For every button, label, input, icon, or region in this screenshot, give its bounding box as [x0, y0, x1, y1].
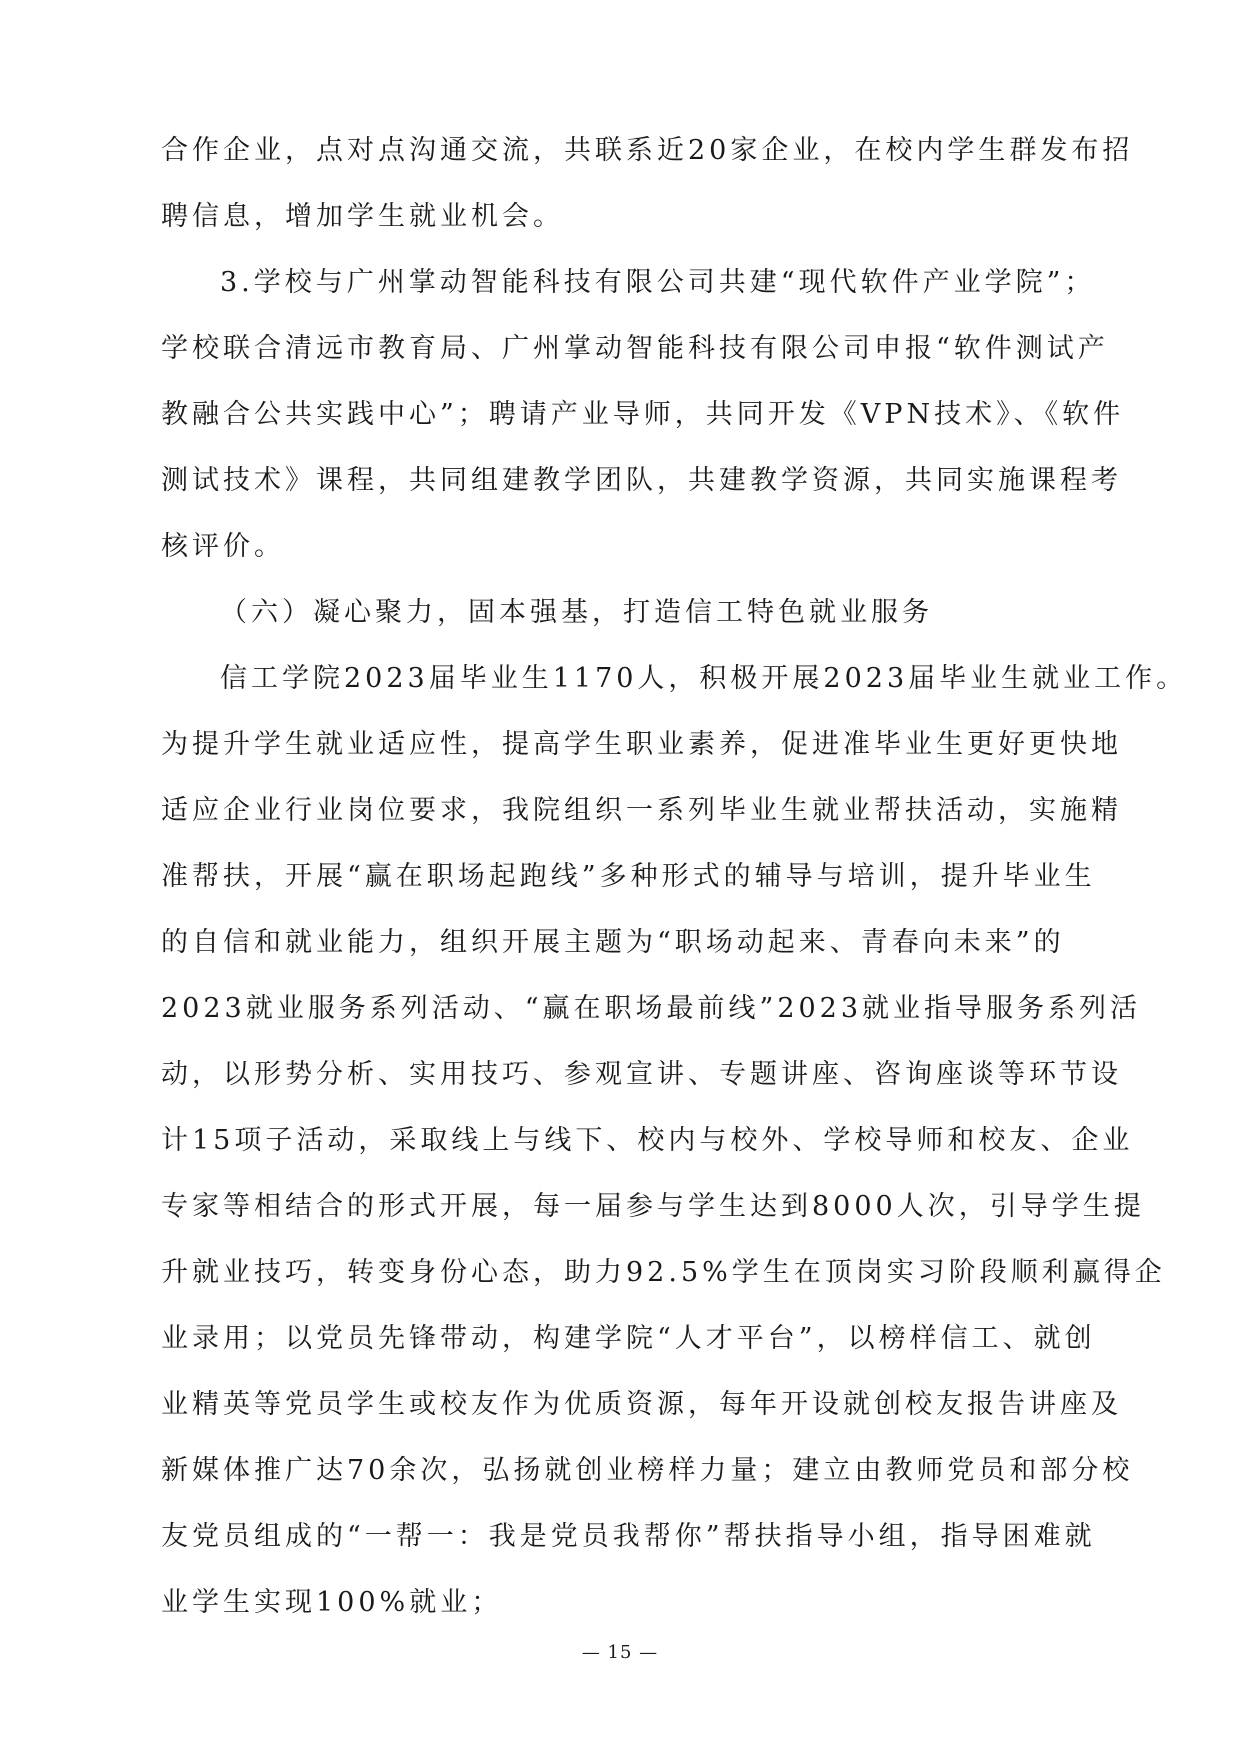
text-line: 准帮扶，开展“赢在职场起跑线”多种形式的辅导与培训，提升毕业生: [161, 861, 1096, 892]
text-line: 计15项子活动，采取线上与线下、校内与校外、学校导师和校友、企业: [161, 1125, 1134, 1156]
text-line: 聘信息，增加学生就业机会。: [161, 201, 564, 232]
text-line: 动，以形势分析、实用技巧、参观宣讲、专题讲座、咨询座谈等环节设: [161, 1059, 1122, 1090]
text-line: 2023就业服务系列活动、“赢在职场最前线”2023就业指导服务系列活: [161, 993, 1142, 1024]
page-number: — 15 —: [581, 1642, 659, 1663]
text-line: 业录用；以党员先锋带动，构建学院“人才平台”，以榜样信工、就创: [161, 1323, 1096, 1354]
text-line: 核评价。: [161, 531, 285, 562]
text-line: 的自信和就业能力，组织开展主题为“职场动起来、青春向未来”的: [161, 927, 1065, 958]
text-line: 友党员组成的“一帮一：我是党员我帮你”帮扶指导小组，指导困难就: [161, 1521, 1096, 1552]
text-line: 合作企业，点对点沟通交流，共联系近20家企业，在校内学生群发布招: [161, 135, 1134, 166]
text-line: 适应企业行业岗位要求，我院组织一系列毕业生就业帮扶活动，实施精: [161, 795, 1122, 826]
text-line: 学校联合清远市教育局、广州掌动智能科技有限公司申报“软件测试产: [161, 333, 1109, 364]
paragraph-start-line: 3.学校与广州掌动智能科技有限公司共建“现代软件产业学院”；: [220, 267, 1096, 298]
text-line: 为提升学生就业适应性，提高学生职业素养，促进准毕业生更好更快地: [161, 729, 1122, 760]
section-heading: （六）凝心聚力，固本强基，打造信工特色就业服务: [220, 597, 933, 628]
text-line: 业精英等党员学生或校友作为优质资源，每年开设就创校友报告讲座及: [161, 1389, 1122, 1420]
text-line: 新媒体推广达70余次，弘扬就创业榜样力量；建立由教师党员和部分校: [161, 1455, 1134, 1486]
text-line: 测试技术》课程，共同组建教学团队，共建教学资源，共同实施课程考: [161, 465, 1122, 496]
text-line: 业学生实现100%就业；: [161, 1587, 503, 1618]
paragraph-start-line: 信工学院2023届毕业生1170人，积极开展2023届毕业生就业工作。: [220, 663, 1188, 694]
text-line: 教融合公共实践中心”；聘请产业导师，共同开发《VPN技术》、《软件: [161, 399, 1125, 430]
text-line: 升就业技巧，转变身份心态，助力92.5%学生在顶岗实习阶段顺利赢得企: [161, 1257, 1166, 1288]
text-line: 专家等相结合的形式开展，每一届参与学生达到8000人次，引导学生提: [161, 1191, 1145, 1222]
